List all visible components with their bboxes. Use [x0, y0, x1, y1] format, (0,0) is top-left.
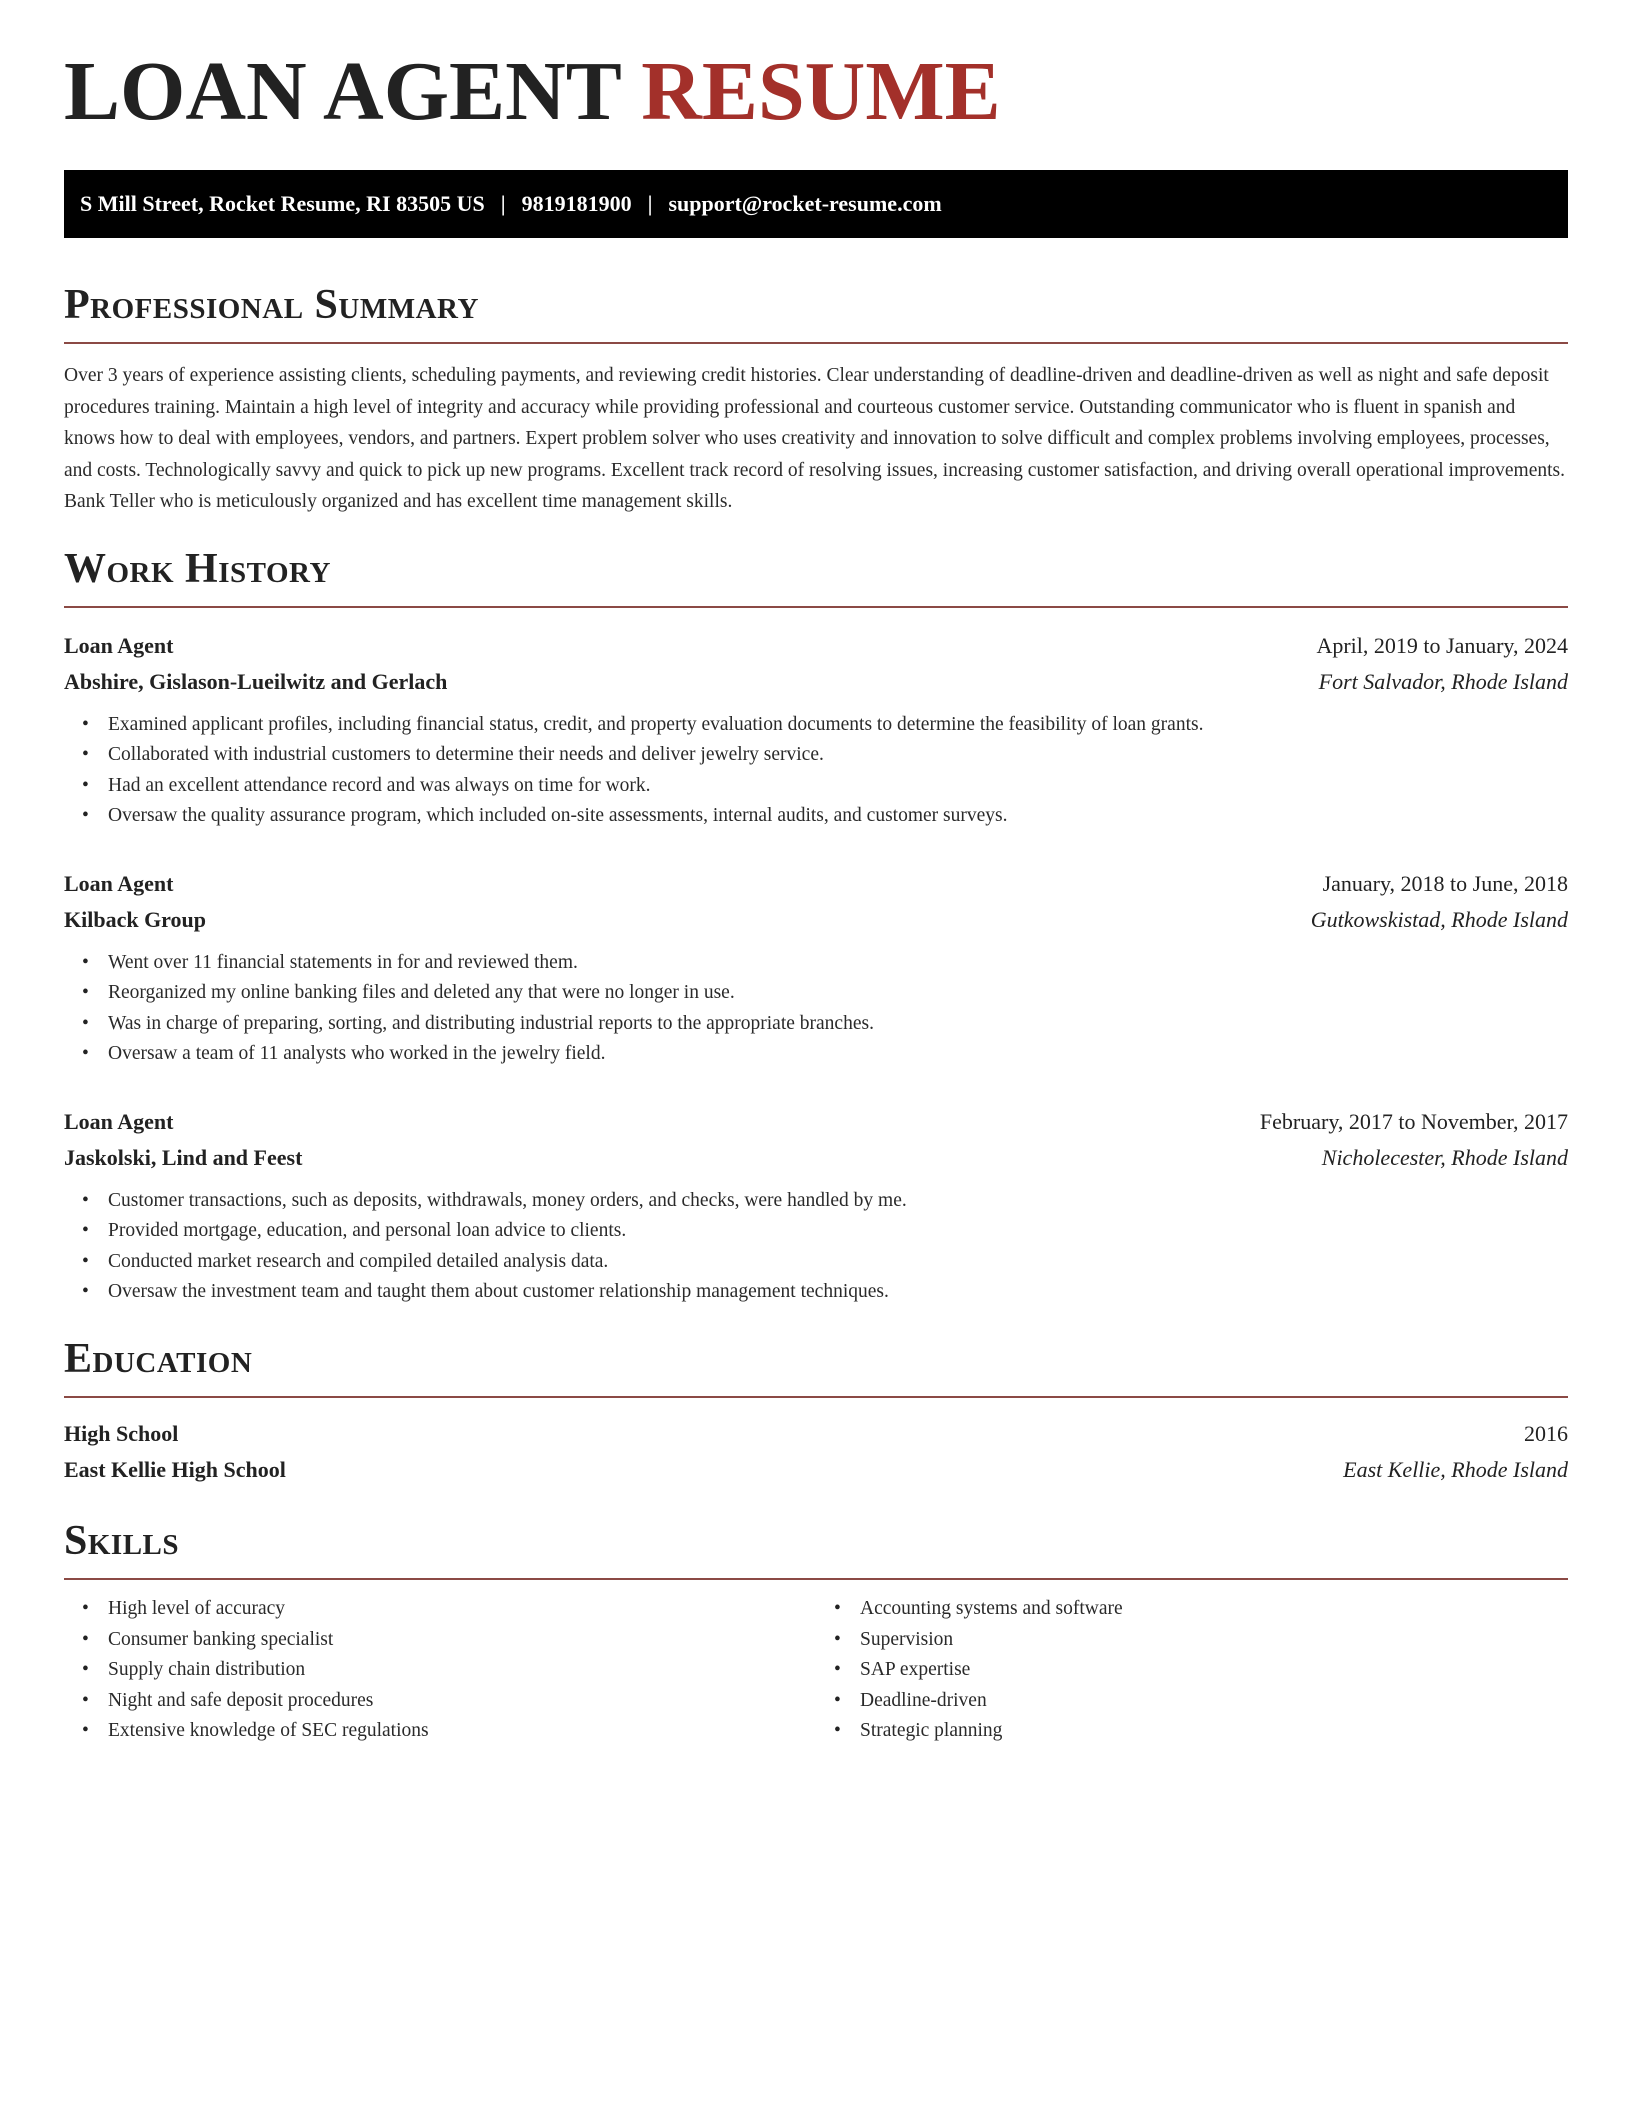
job-company-row: [64, 1140, 1568, 1176]
job-dates: January, 2018 to June, 2018: [1322, 870, 1568, 896]
summary-text: Over 3 years of experience assisting clients, scheduling payments, and reviewing credit histories. Clear understanding of deadline-driven and deadline-driven as well as night and safe deposit procedures training. Maintain a high level of integrity and accuracy while providing professional and courteous customer service. Outstanding communicator who is fluent in spanish and knows how to deal with employees, vendors, and partners. Expert problem solver who uses creativity and innovation to solve difficult and complex problems involving employees, processes, and costs. Technologically savvy and quick to pick up new programs. Excellent track record of resolving issues, increasing customer satisfaction, and driving overall operational improvements. Bank Teller who is meticulously organized and has excellent time management skills.: [64, 365, 1565, 513]
job-title-row: [64, 1104, 1568, 1140]
skills-section: [64, 1518, 1568, 1747]
job-bullets: [64, 1186, 1568, 1308]
job-bullet: • Was in charge of preparing, sorting, and distributing industrial reports to the appropriate branches.: [108, 1009, 1568, 1040]
summary-section: [64, 282, 1568, 518]
skills-left-list: [64, 1594, 816, 1747]
skill-item: • Supply chain distribution: [108, 1655, 816, 1686]
job-bullet: • Had an excellent attendance record and was always on time for work.: [108, 771, 1568, 802]
job-title-row: [64, 866, 1568, 902]
contact-address: S Mill Street, Rocket Resume, RI 83505 US: [80, 191, 485, 216]
contact-phone: 9819181900: [521, 191, 632, 216]
job-title: Loan Agent: [64, 1108, 174, 1134]
contact-email[interactable]: support@rocket-resume.com: [668, 191, 942, 216]
title-main: LOAN AGENT: [64, 45, 621, 138]
job-entry: [64, 866, 1568, 1070]
job-bullet: • Reorganized my online banking files and deleted any that were no longer in use.: [108, 978, 1568, 1009]
job-bullet: • Went over 11 financial statements in for and reviewed them.: [108, 948, 1568, 979]
education-heading: Education: [64, 1336, 1568, 1398]
skill-item: • Consumer banking specialist: [108, 1625, 816, 1656]
work-history-section: [64, 546, 1568, 1308]
skills-heading: Skills: [64, 1518, 1568, 1580]
job-bullet: • Provided mortgage, education, and personal loan advice to clients.: [108, 1216, 1568, 1247]
education-degree-row: [64, 1416, 1568, 1452]
skill-item: • Extensive knowledge of SEC regulations: [108, 1716, 816, 1747]
title-accent: RESUME: [641, 45, 1001, 138]
skill-item: • Strategic planning: [860, 1716, 1568, 1747]
job-title: Loan Agent: [64, 632, 174, 658]
education-entry: [64, 1416, 1568, 1488]
job-entry: [64, 1104, 1568, 1308]
skill-item: • Accounting systems and software: [860, 1594, 1568, 1625]
job-company: Kilback Group: [64, 906, 207, 932]
skills-right-list: [816, 1594, 1568, 1747]
summary-heading: Professional Summary: [64, 282, 1568, 344]
education-school-row: [64, 1452, 1568, 1488]
job-location: Nicholecester, Rhode Island: [1321, 1144, 1568, 1170]
education-year: 2016: [1524, 1421, 1568, 1447]
education-location: East Kellie, Rhode Island: [1343, 1457, 1568, 1483]
job-bullet: • Examined applicant profiles, including financial status, credit, and property evaluation documents to determine the feasibility of loan grants.: [108, 710, 1568, 741]
contact-separator: |: [647, 191, 653, 216]
job-company: Jaskolski, Lind and Feest: [64, 1144, 303, 1170]
contact-separator: |: [500, 191, 506, 216]
job-company-row: [64, 664, 1568, 700]
job-bullet: • Oversaw the investment team and taught them about customer relationship management techniques.: [108, 1277, 1568, 1308]
job-title: Loan Agent: [64, 870, 174, 896]
job-dates: February, 2017 to November, 2017: [1259, 1108, 1568, 1134]
contact-bar: [64, 170, 1568, 238]
job-title-row: [64, 628, 1568, 664]
job-dates: April, 2019 to January, 2024: [1316, 632, 1568, 658]
job-bullet: • Customer transactions, such as deposits, withdrawals, money orders, and checks, were handled by me.: [108, 1186, 1568, 1217]
skill-item: • SAP expertise: [860, 1655, 1568, 1686]
job-company: Abshire, Gislason-Lueilwitz and Gerlach: [64, 668, 448, 694]
job-bullet: • Conducted market research and compiled detailed analysis data.: [108, 1247, 1568, 1278]
skills-columns: [64, 1594, 1568, 1747]
work-history-heading: Work History: [64, 546, 1568, 608]
job-bullet: • Oversaw the quality assurance program, which included on-site assessments, internal audits, and customer surveys.: [108, 801, 1568, 832]
job-location: Fort Salvador, Rhode Island: [1318, 668, 1568, 694]
skill-item: • High level of accuracy: [108, 1594, 816, 1625]
education-degree: High School: [64, 1421, 179, 1447]
skill-item: • Supervision: [860, 1625, 1568, 1656]
education-school: East Kellie High School: [64, 1457, 286, 1483]
job-bullet: • Collaborated with industrial customers to determine their needs and deliver jewelry service.: [108, 740, 1568, 771]
education-section: [64, 1336, 1568, 1488]
job-location: Gutkowskistad, Rhode Island: [1310, 906, 1568, 932]
job-company-row: [64, 902, 1568, 938]
skill-item: • Night and safe deposit procedures: [108, 1686, 816, 1717]
skill-item: • Deadline-driven: [860, 1686, 1568, 1717]
job-bullets: [64, 710, 1568, 832]
job-bullet: • Oversaw a team of 11 analysts who worked in the jewelry field.: [108, 1039, 1568, 1070]
job-entry: [64, 628, 1568, 832]
job-bullets: [64, 948, 1568, 1070]
resume-title: [64, 45, 1568, 138]
